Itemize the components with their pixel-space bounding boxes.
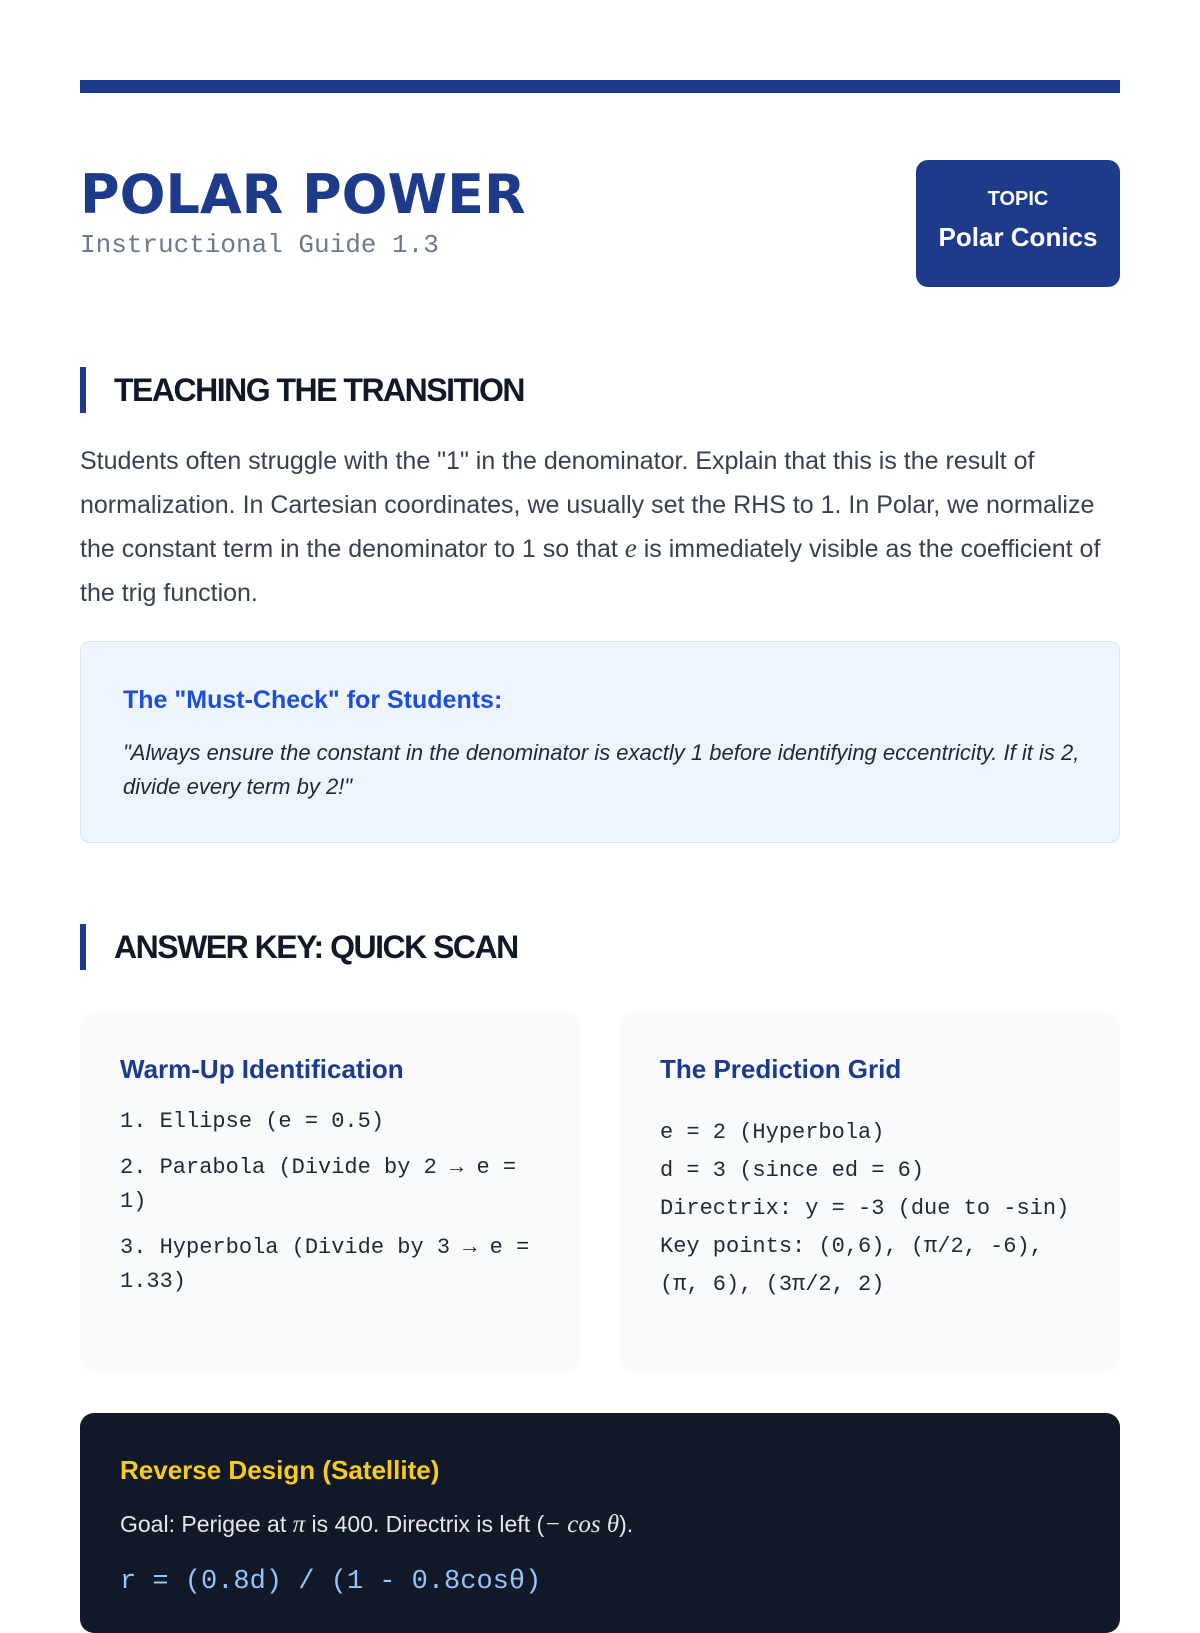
goal-math-expression: − cos θ bbox=[544, 1511, 620, 1538]
topic-badge bbox=[916, 160, 1120, 287]
list-item: 3. Hyperbola (Divide by 3 → e = 1.33) bbox=[120, 1235, 530, 1294]
reverse-design-goal bbox=[120, 1511, 633, 1539]
must-check-callout bbox=[80, 641, 1120, 843]
goal-middle: is 400. Directrix is left ( bbox=[305, 1511, 545, 1537]
topic-value: Polar Conics bbox=[938, 222, 1098, 252]
teaching-paragraph bbox=[80, 440, 1120, 615]
section-heading-teaching: TEACHING THE TRANSITION bbox=[80, 367, 524, 413]
section-heading-answer-key: ANSWER KEY: QUICK SCAN bbox=[80, 924, 518, 970]
prediction-line: d = 3 (since ed = 6) bbox=[660, 1158, 925, 1183]
prediction-line: Directrix: y = -3 (due to -sin) bbox=[660, 1196, 1070, 1221]
prediction-card bbox=[620, 1012, 1120, 1372]
prediction-lines bbox=[660, 1114, 1080, 1304]
page-title: POLAR POWER bbox=[80, 163, 526, 226]
reverse-design-panel bbox=[80, 1413, 1120, 1633]
warmup-list bbox=[120, 1105, 540, 1311]
prediction-title: The Prediction Grid bbox=[660, 1054, 902, 1084]
warmup-card bbox=[80, 1012, 580, 1372]
prediction-line: e = 2 (Hyperbola) bbox=[660, 1120, 885, 1145]
reverse-design-title: Reverse Design (Satellite) bbox=[120, 1455, 440, 1485]
callout-quote: "Always ensure the constant in the denominator is exactly 1 before identifying eccentricity. If it is 2, divide every term by 2!" bbox=[123, 740, 1080, 799]
warmup-title: Warm-Up Identification bbox=[120, 1054, 404, 1084]
page-subtitle: Instructional Guide 1.3 bbox=[80, 230, 439, 260]
prediction-line: Key points: (0,6), (π/2, -6), (π, 6), (3π/2, 2) bbox=[660, 1234, 1043, 1297]
paragraph-text-start: Students often struggle with the "1" in the denominator. Explain that this is the result of normalization. In Cartesian coordinates, we usually set the RHS to 1. In Polar, we normalize the constant term in the denominator to 1 so that bbox=[80, 447, 1095, 563]
goal-suffix: ). bbox=[619, 1511, 634, 1537]
callout-title: The "Must-Check" for Students: bbox=[123, 686, 503, 714]
topic-label: TOPIC bbox=[987, 188, 1049, 210]
goal-prefix: Goal: Perigee at bbox=[120, 1511, 293, 1537]
reverse-design-formula: r = (0.8d) / (1 - 0.8cosθ) bbox=[120, 1567, 542, 1597]
top-rule bbox=[80, 80, 1120, 93]
goal-pi-symbol: π bbox=[292, 1511, 306, 1538]
list-item: 2. Parabola (Divide by 2 → e = 1) bbox=[120, 1155, 517, 1214]
paragraph-variable-e: e bbox=[624, 533, 637, 563]
paragraph-text-end: is immediately visible as the coefficient of the trig function. bbox=[80, 535, 1101, 607]
list-item: 1. Ellipse (e = 0.5) bbox=[120, 1109, 385, 1134]
